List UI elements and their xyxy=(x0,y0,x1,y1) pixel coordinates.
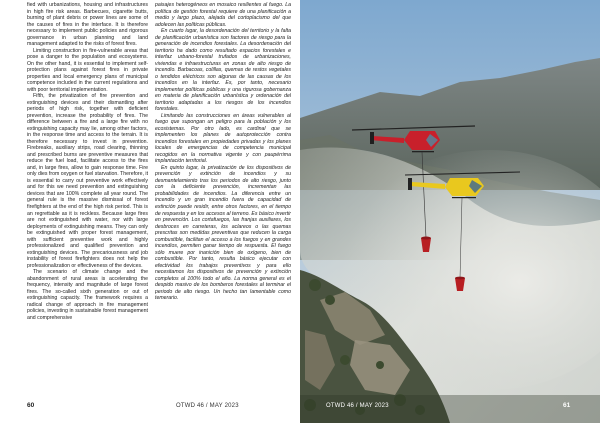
footer-shade xyxy=(300,395,600,423)
english-paragraph: fied with urbanizations, housing and infrastructures in high fire risk areas. Barbecues, cigarette butts, burning of plant debris or power lines are some of the causes of fires in the interface. It is therefore necessary to implement public policies and rigorous governance in urban planning and land management adapted to the risks of forest fires. xyxy=(27,2,148,48)
running-footer-left: OTWD 46 / MAY 2023 xyxy=(176,403,239,409)
english-paragraph: Fifth, the privatization of fire prevention and extinguishing devices and their dismantling after periods of high risk, together with deficient prevention, increase the probability of fires. The difference between a fire and a large fire with no extinguishing capacity may lie, among other factors, in the response time and access to the terrain. It is therefore necessary to invest in prevention. Firebreaks, auxiliary strips, road clearing, thinning and prescribed burns are preventive measures that reduce the fuel load, facilitate access to the fires and, in large fires, allow to gain response time. Fire only dies from oxygen or fuel starvation. Therefore, it is essential to carry out preventive work effectively and for this we need prevention and extinguishing devices that are 100% complete all year round. The general rule is the massive dismissal of forest firefighters at the end of the high risk period. This is an regrettable as it is reckless. Because large fires are not extinguished with water, nor with large deployments of extinguishing means. They can only be extinguished with proper forest management, with sufficient preventive work and highly professionalized and qualified prevention and extinguishing devices. The precariousness and job instability of forest firefighters does not help the professionalization or effectiveness of the devices. xyxy=(27,93,148,269)
spanish-paragraph: En quinto lugar, la privatización de los dispositivos de prevención y extinción de incendios y su desmantelamiento tras los periodos de alto riesgo, junto con la deficiente prevención, incrementan las probabilidades de incendios. La diferencia entre un incendio y un gran incendio fuera de capacidad de extinción puede residir, entre otros factores, en el tiempo de respuesta y en los accesos al terreno. Es básico invertir en prevención. Los cortafuegos, las franjas auxiliares, los desbroces en carreteras, los aclareos o las quemas prescritas son medidas preventivas que reducen la carga combustible, facilitan el acceso a los fuegos y en grandes incendios, permiten ganar tiempo de respuesta. El fuego sólo muere por inanición bien de oxígeno, bien de combustible. Por tanto, resulta básico ejecutar con efectividad los trabajos preventivos y para ello necesitamos los dispositivos de prevención y extinción completos al 100% todo el año. La norma general es el despido masivo de los bomberos forestales al terminar el periodo de alto riesgo. Un hecho tan lamentable como temerario. xyxy=(155,164,291,302)
english-paragraph: Limiting construction in fire-vulnerable areas that pose a danger to the population and ecosystems. On the other hand, it is essential to implement self-protection plans against forest fires in private properties and local emergency plans of municipal competence included in the current regulations and with poor territorial implementation. xyxy=(27,47,148,93)
spanish-text-column xyxy=(155,2,291,414)
right-page xyxy=(300,0,600,423)
firefighting-helicopters-photo xyxy=(300,0,600,423)
page-number-right: 61 xyxy=(563,402,571,409)
spanish-paragraph: En cuarto lugar, la desordenación del territorio y la falta de planificación urbanística son factores de riesgo para la generación de incendios forestales. La desordenación del territorio ha dado como resultado espacios forestales e interfaz urbano-forestal trufados de urbanizaciones, viviendas e infraestructuras en zonas de alto riesgo de incendio. Barbacoas, colillas, quemas de restos vegetales o tendidos eléctricos son algunas de las causas de los incendios en la interfaz. Es, por tanto, necesario implementar políticas públicas y una rigurosa gobernanza en materia de planificación urbanística y ordenación del territorio adaptadas a los riesgos de los incendios forestales. xyxy=(155,28,291,113)
running-footer-right: OTWD 46 / MAY 2023 xyxy=(326,403,389,409)
english-text-column xyxy=(27,2,148,400)
english-paragraph: The scenario of climate change and the abandonment of rural areas is accelerating the frequency, intensity and magnitude of large forest fires. The so-called sixth generation or out of extinguishing capacity. The framework requires a radical change of approach in fire management policies, investing in sustainable forest management and comprehensive xyxy=(27,269,148,321)
page-number-left: 60 xyxy=(27,402,35,409)
spanish-paragraph: Limitando las construcciones en áreas vulnerables al fuego que supongan un peligro para la población y los ecosistemas. Por otro lado, es cardinal que se implementen los planes de autoprotección contra incendios forestales en propiedades privadas y los planes locales de emergencias de competencia municipal recogidos en la normativa vigente y con paupérrima implantación territorial. xyxy=(155,112,291,165)
spanish-paragraph: paisajes heterogéneos en mosaico resilientes al fuego. La política de gestión forestal requiere de una planificación a medio y largo plazo, alejada del cortoplacismo del que adolecen las políticas públicas. xyxy=(155,2,291,28)
